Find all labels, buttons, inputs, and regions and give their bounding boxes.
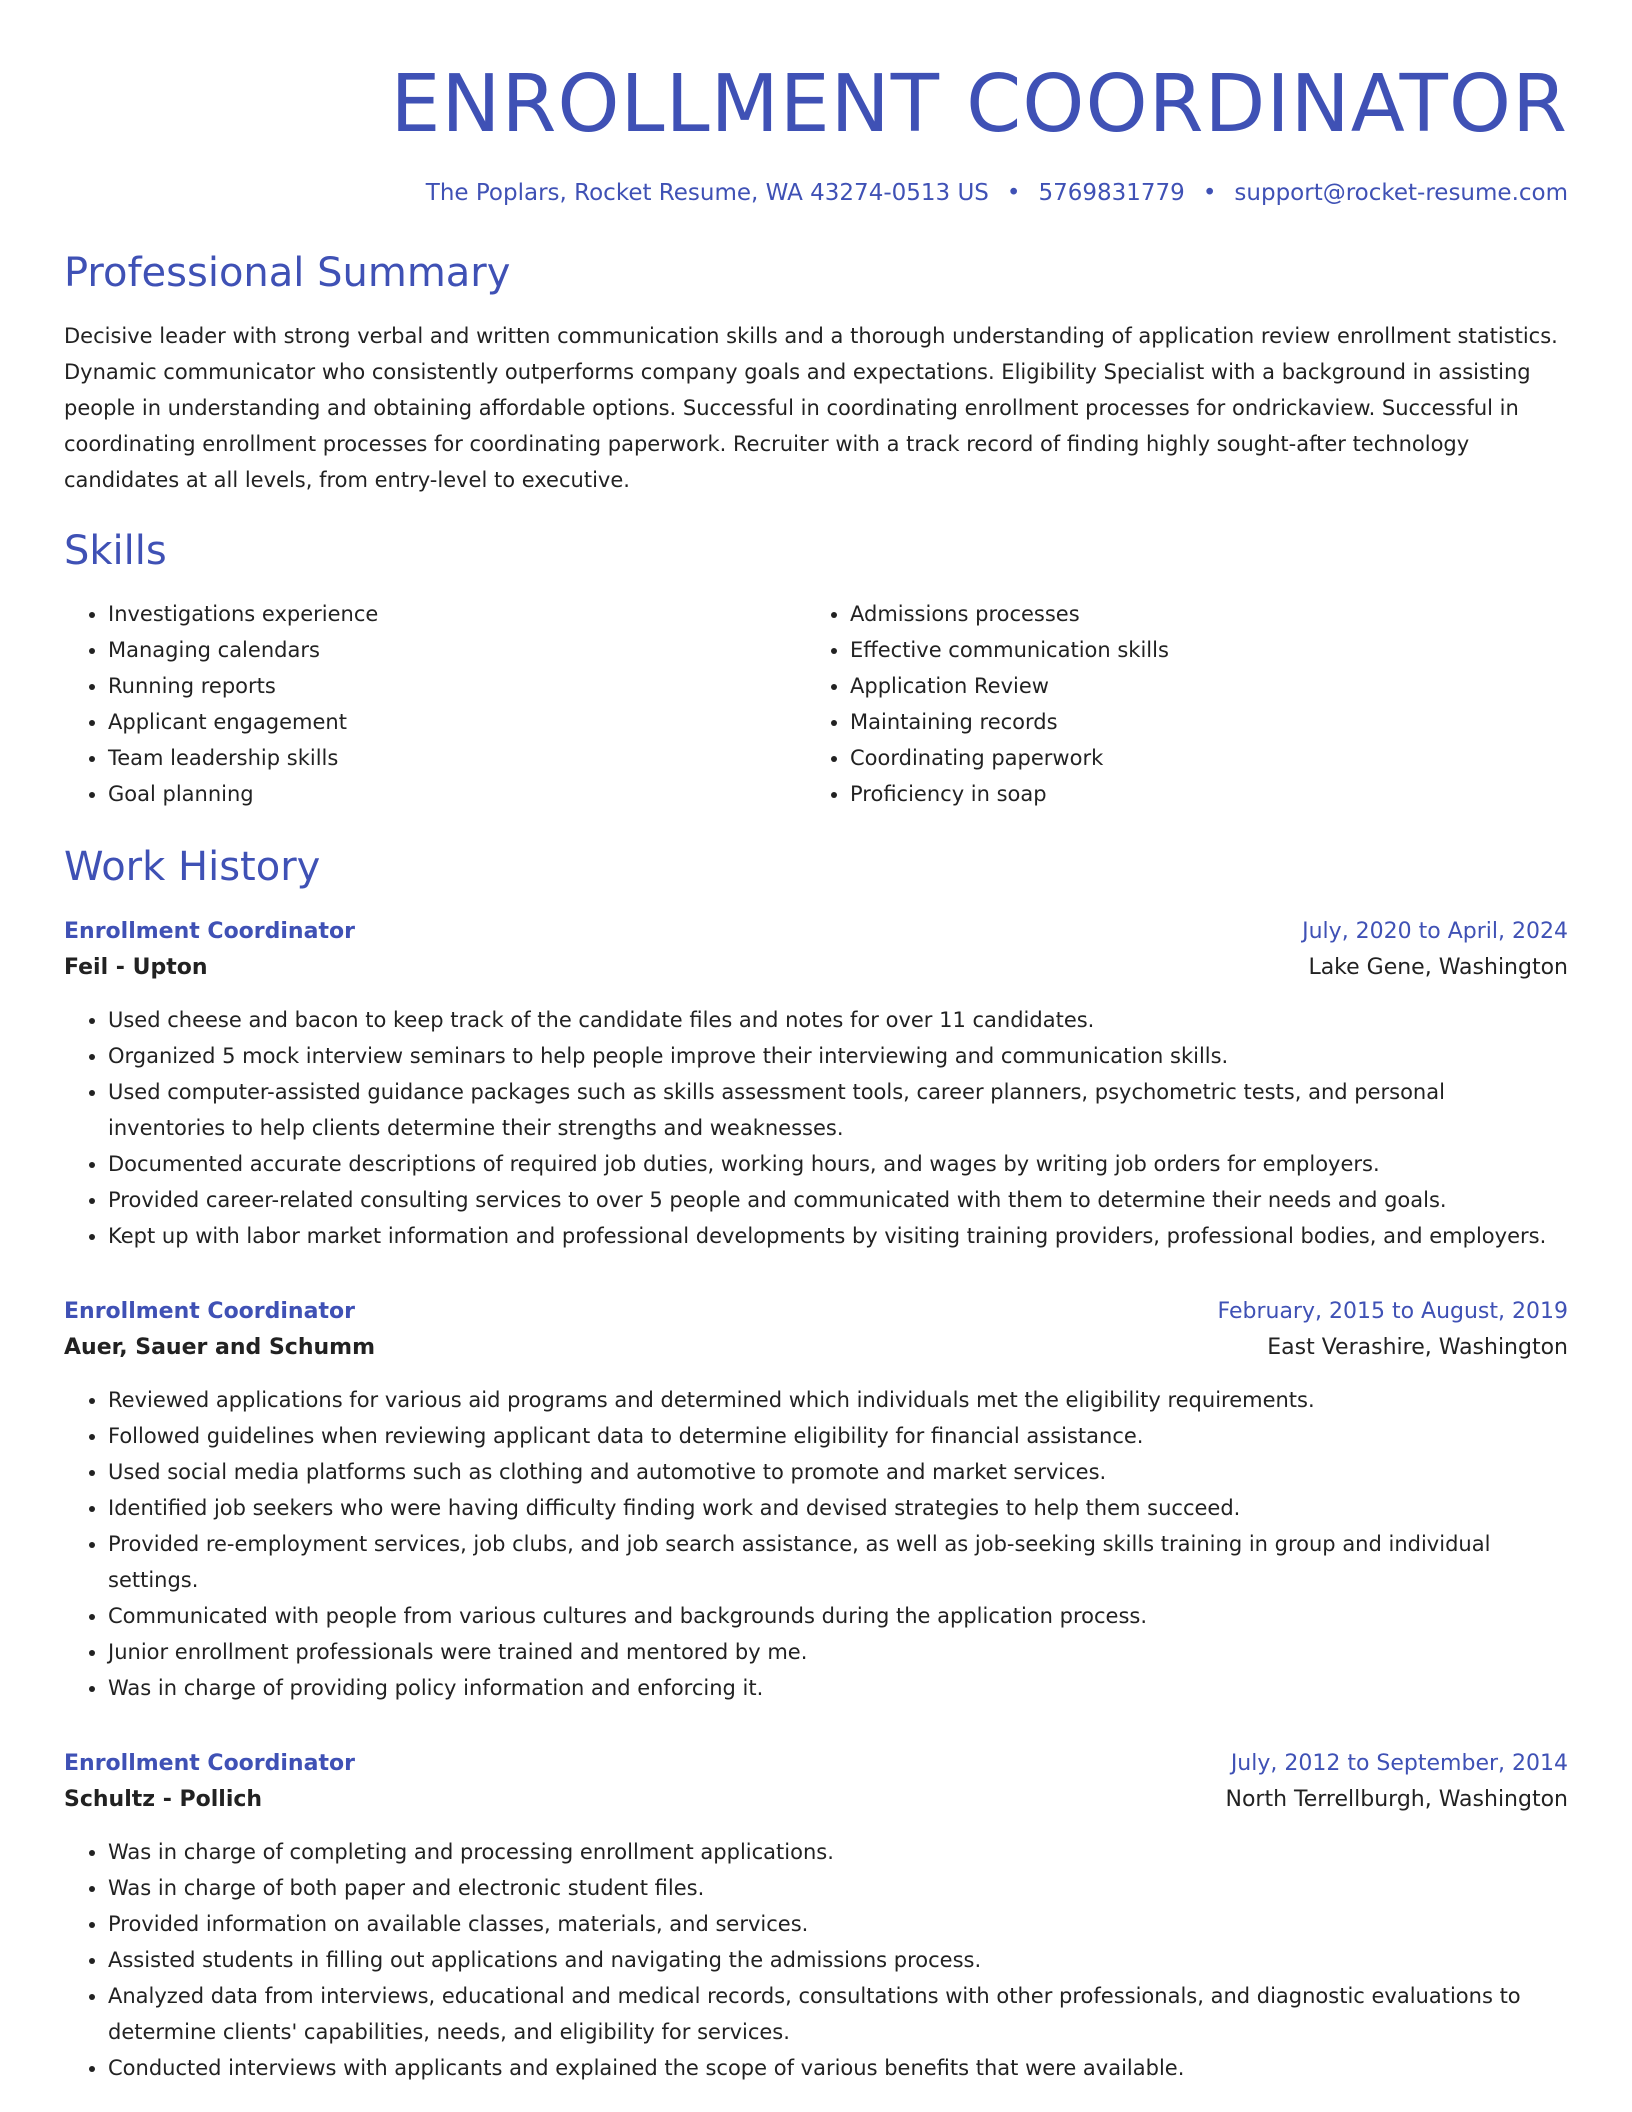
skill-item: • Goal planning bbox=[108, 776, 806, 812]
skill-item: • Coordinating paperwork bbox=[850, 740, 1548, 776]
job-header-row bbox=[64, 1294, 1568, 1330]
skills-column-right bbox=[806, 596, 1548, 812]
separator-dot: • bbox=[1202, 180, 1217, 206]
job-title: Enrollment Coordinator bbox=[64, 1299, 355, 1324]
job-duties bbox=[64, 1834, 1568, 2086]
work-history-heading: Work History bbox=[64, 844, 321, 890]
job-entry bbox=[64, 914, 1568, 1254]
job-title: Enrollment Coordinator bbox=[64, 919, 355, 944]
candidate-name: ENROLLMENT COORDINATOR bbox=[390, 58, 1568, 150]
skill-item: • Applicant engagement bbox=[108, 704, 806, 740]
job-duties bbox=[64, 1382, 1568, 1706]
job-duty: • Reviewed applications for various aid programs and determined which individuals met the eligibility requirements. bbox=[108, 1382, 1568, 1418]
job-entry bbox=[64, 1746, 1568, 2086]
job-duty: • Analyzed data from interviews, educational and medical records, consultations with other professionals, and diagnostic evaluations to determine clients' capabilities, needs, and eligibility for services. bbox=[108, 1978, 1568, 2050]
skill-item: • Effective communication skills bbox=[850, 632, 1548, 668]
job-company: Auer, Sauer and Schumm bbox=[64, 1335, 375, 1360]
job-location: Lake Gene, Washington bbox=[1308, 955, 1568, 980]
skill-item: • Managing calendars bbox=[108, 632, 806, 668]
job-title: Enrollment Coordinator bbox=[64, 1751, 355, 1776]
job-duties bbox=[64, 1002, 1568, 1254]
job-company-row bbox=[64, 1782, 1568, 1818]
skills-column-left bbox=[64, 596, 806, 812]
job-duty: • Followed guidelines when reviewing applicant data to determine eligibility for financial assistance. bbox=[108, 1418, 1568, 1454]
job-dates: February, 2015 to August, 2019 bbox=[1217, 1299, 1568, 1324]
job-duty: • Was in charge of providing policy information and enforcing it. bbox=[108, 1670, 1568, 1706]
resume-page bbox=[64, 0, 1568, 2086]
job-company: Schultz - Pollich bbox=[64, 1787, 263, 1812]
job-duty: • Used computer-assisted guidance packages such as skills assessment tools, career planners, psychometric tests, and personal inventories to help clients determine their strengths and weaknesses. bbox=[108, 1074, 1568, 1146]
job-company-row bbox=[64, 950, 1568, 986]
summary-text: Decisive leader with strong verbal and written communication skills and a thorough understanding of application review enrollment statistics. Dynamic communicator who consistently outperforms company goals and expectations. Eligibility Specialist with a background in assisting people in understanding and obtaining affordable options. Successful in coordinating enrollment processes for ondrickaview. Successful in coordinating enrollment processes for coordinating paperwork. Recruiter with a track record of finding highly sought-after technology candidates at all levels, from entry-level to executive. bbox=[64, 324, 1558, 492]
contact-phone: 5769831779 bbox=[1038, 180, 1185, 206]
job-company: Feil - Upton bbox=[64, 955, 208, 980]
job-dates: July, 2012 to September, 2014 bbox=[1230, 1751, 1568, 1776]
job-duty: • Provided re-employment services, job clubs, and job search assistance, as well as job-seeking skills training in group and individual settings. bbox=[108, 1526, 1568, 1598]
skill-item: • Admissions processes bbox=[850, 596, 1548, 632]
separator-dot: • bbox=[1006, 180, 1021, 206]
job-duty: • Identified job seekers who were having difficulty finding work and devised strategies to help them succeed. bbox=[108, 1490, 1568, 1526]
job-duty: • Conducted interviews with applicants and explained the scope of various benefits that were available. bbox=[108, 2050, 1568, 2086]
job-duty: • Provided information on available classes, materials, and services. bbox=[108, 1906, 1568, 1942]
job-duty: • Used social media platforms such as clothing and automotive to promote and market services. bbox=[108, 1454, 1568, 1490]
skill-item: • Maintaining records bbox=[850, 704, 1548, 740]
job-duty: • Assisted students in filling out applications and navigating the admissions process. bbox=[108, 1942, 1568, 1978]
contact-email[interactable]: support@rocket-resume.com bbox=[1234, 180, 1568, 206]
job-duty: • Junior enrollment professionals were trained and mentored by me. bbox=[108, 1634, 1568, 1670]
job-header-row bbox=[64, 914, 1568, 950]
skill-item: • Investigations experience bbox=[108, 596, 806, 632]
skill-item: • Application Review bbox=[850, 668, 1548, 704]
job-duty: • Used cheese and bacon to keep track of the candidate files and notes for over 11 candidates. bbox=[108, 1002, 1568, 1038]
job-location: North Terrellburgh, Washington bbox=[1225, 1787, 1568, 1812]
skill-item: • Running reports bbox=[108, 668, 806, 704]
job-duty: • Was in charge of both paper and electronic student files. bbox=[108, 1870, 1568, 1906]
job-header-row bbox=[64, 1746, 1568, 1782]
skill-item: • Proficiency in soap bbox=[850, 776, 1548, 812]
job-duty: • Organized 5 mock interview seminars to help people improve their interviewing and communication skills. bbox=[108, 1038, 1568, 1074]
job-duty: • Was in charge of completing and processing enrollment applications. bbox=[108, 1834, 1568, 1870]
job-duty: • Communicated with people from various cultures and backgrounds during the application process. bbox=[108, 1598, 1568, 1634]
job-duty: • Provided career-related consulting services to over 5 people and communicated with them to determine their needs and goals. bbox=[108, 1182, 1568, 1218]
job-company-row bbox=[64, 1330, 1568, 1366]
job-duty: • Kept up with labor market information and professional developments by visiting training providers, professional bodies, and employers. bbox=[108, 1218, 1568, 1254]
contact-address: The Poplars, Rocket Resume, WA 43274-0513 US bbox=[425, 180, 989, 206]
summary-heading: Professional Summary bbox=[64, 250, 511, 296]
skills-list bbox=[64, 596, 1568, 812]
skill-item: • Team leadership skills bbox=[108, 740, 806, 776]
job-entry bbox=[64, 1294, 1568, 1706]
job-duty: • Documented accurate descriptions of required job duties, working hours, and wages by writing job orders for employers. bbox=[108, 1146, 1568, 1182]
skills-heading: Skills bbox=[64, 528, 167, 574]
job-dates: July, 2020 to April, 2024 bbox=[1302, 919, 1568, 944]
contact-line bbox=[64, 178, 1568, 208]
job-location: East Verashire, Washington bbox=[1267, 1335, 1568, 1360]
